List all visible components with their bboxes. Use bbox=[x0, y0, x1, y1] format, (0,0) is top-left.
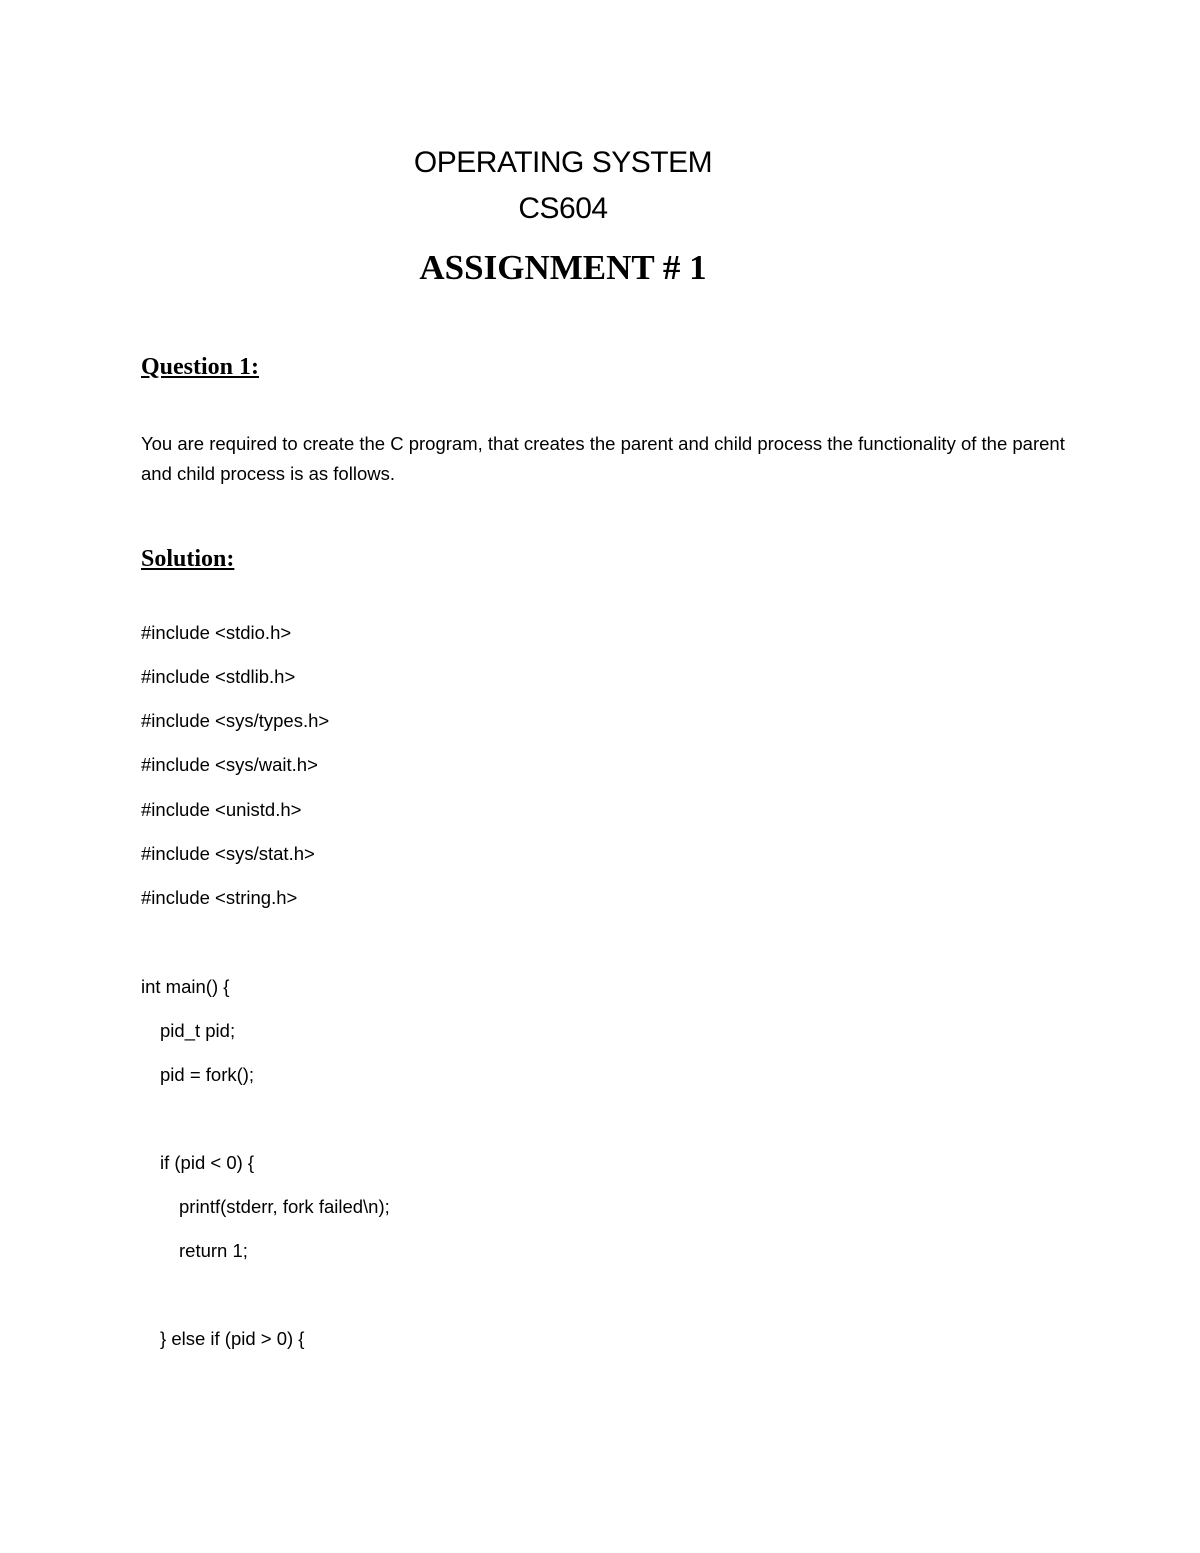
solution-heading: Solution: bbox=[141, 546, 235, 572]
code-include-sys-stat: #include <sys/stat.h> bbox=[141, 843, 315, 864]
code-pid-fork: pid = fork(); bbox=[160, 1064, 255, 1085]
code-include-stdio: #include <stdio.h> bbox=[141, 622, 292, 643]
assignment-title: ASSIGNMENT # 1 bbox=[419, 248, 707, 287]
code-main-open: int main() { bbox=[141, 976, 230, 997]
code-include-sys-wait: #include <sys/wait.h> bbox=[141, 754, 318, 775]
code-include-sys-types: #include <sys/types.h> bbox=[141, 710, 330, 731]
question-text: You are required to create the C program, that creates the parent and child process the functionality of the parent and child process is as follows. bbox=[141, 433, 1065, 484]
code-include-string: #include <string.h> bbox=[141, 887, 298, 908]
code-printf-line: printf(stderr, fork failed\n); bbox=[179, 1196, 390, 1217]
code-include-stdlib: #include <stdlib.h> bbox=[141, 666, 296, 687]
question-heading: Question 1: bbox=[141, 354, 260, 380]
code-return-line: return 1; bbox=[179, 1240, 248, 1261]
code-include-unistd: #include <unistd.h> bbox=[141, 799, 302, 820]
course-code: CS604 bbox=[518, 192, 608, 225]
code-else-if: } else if (pid > 0) { bbox=[160, 1328, 305, 1349]
code-if-check: if (pid < 0) { bbox=[160, 1152, 255, 1173]
code-pid-declaration: pid_t pid; bbox=[160, 1020, 236, 1041]
course-name: OPERATING SYSTEM bbox=[413, 146, 713, 179]
